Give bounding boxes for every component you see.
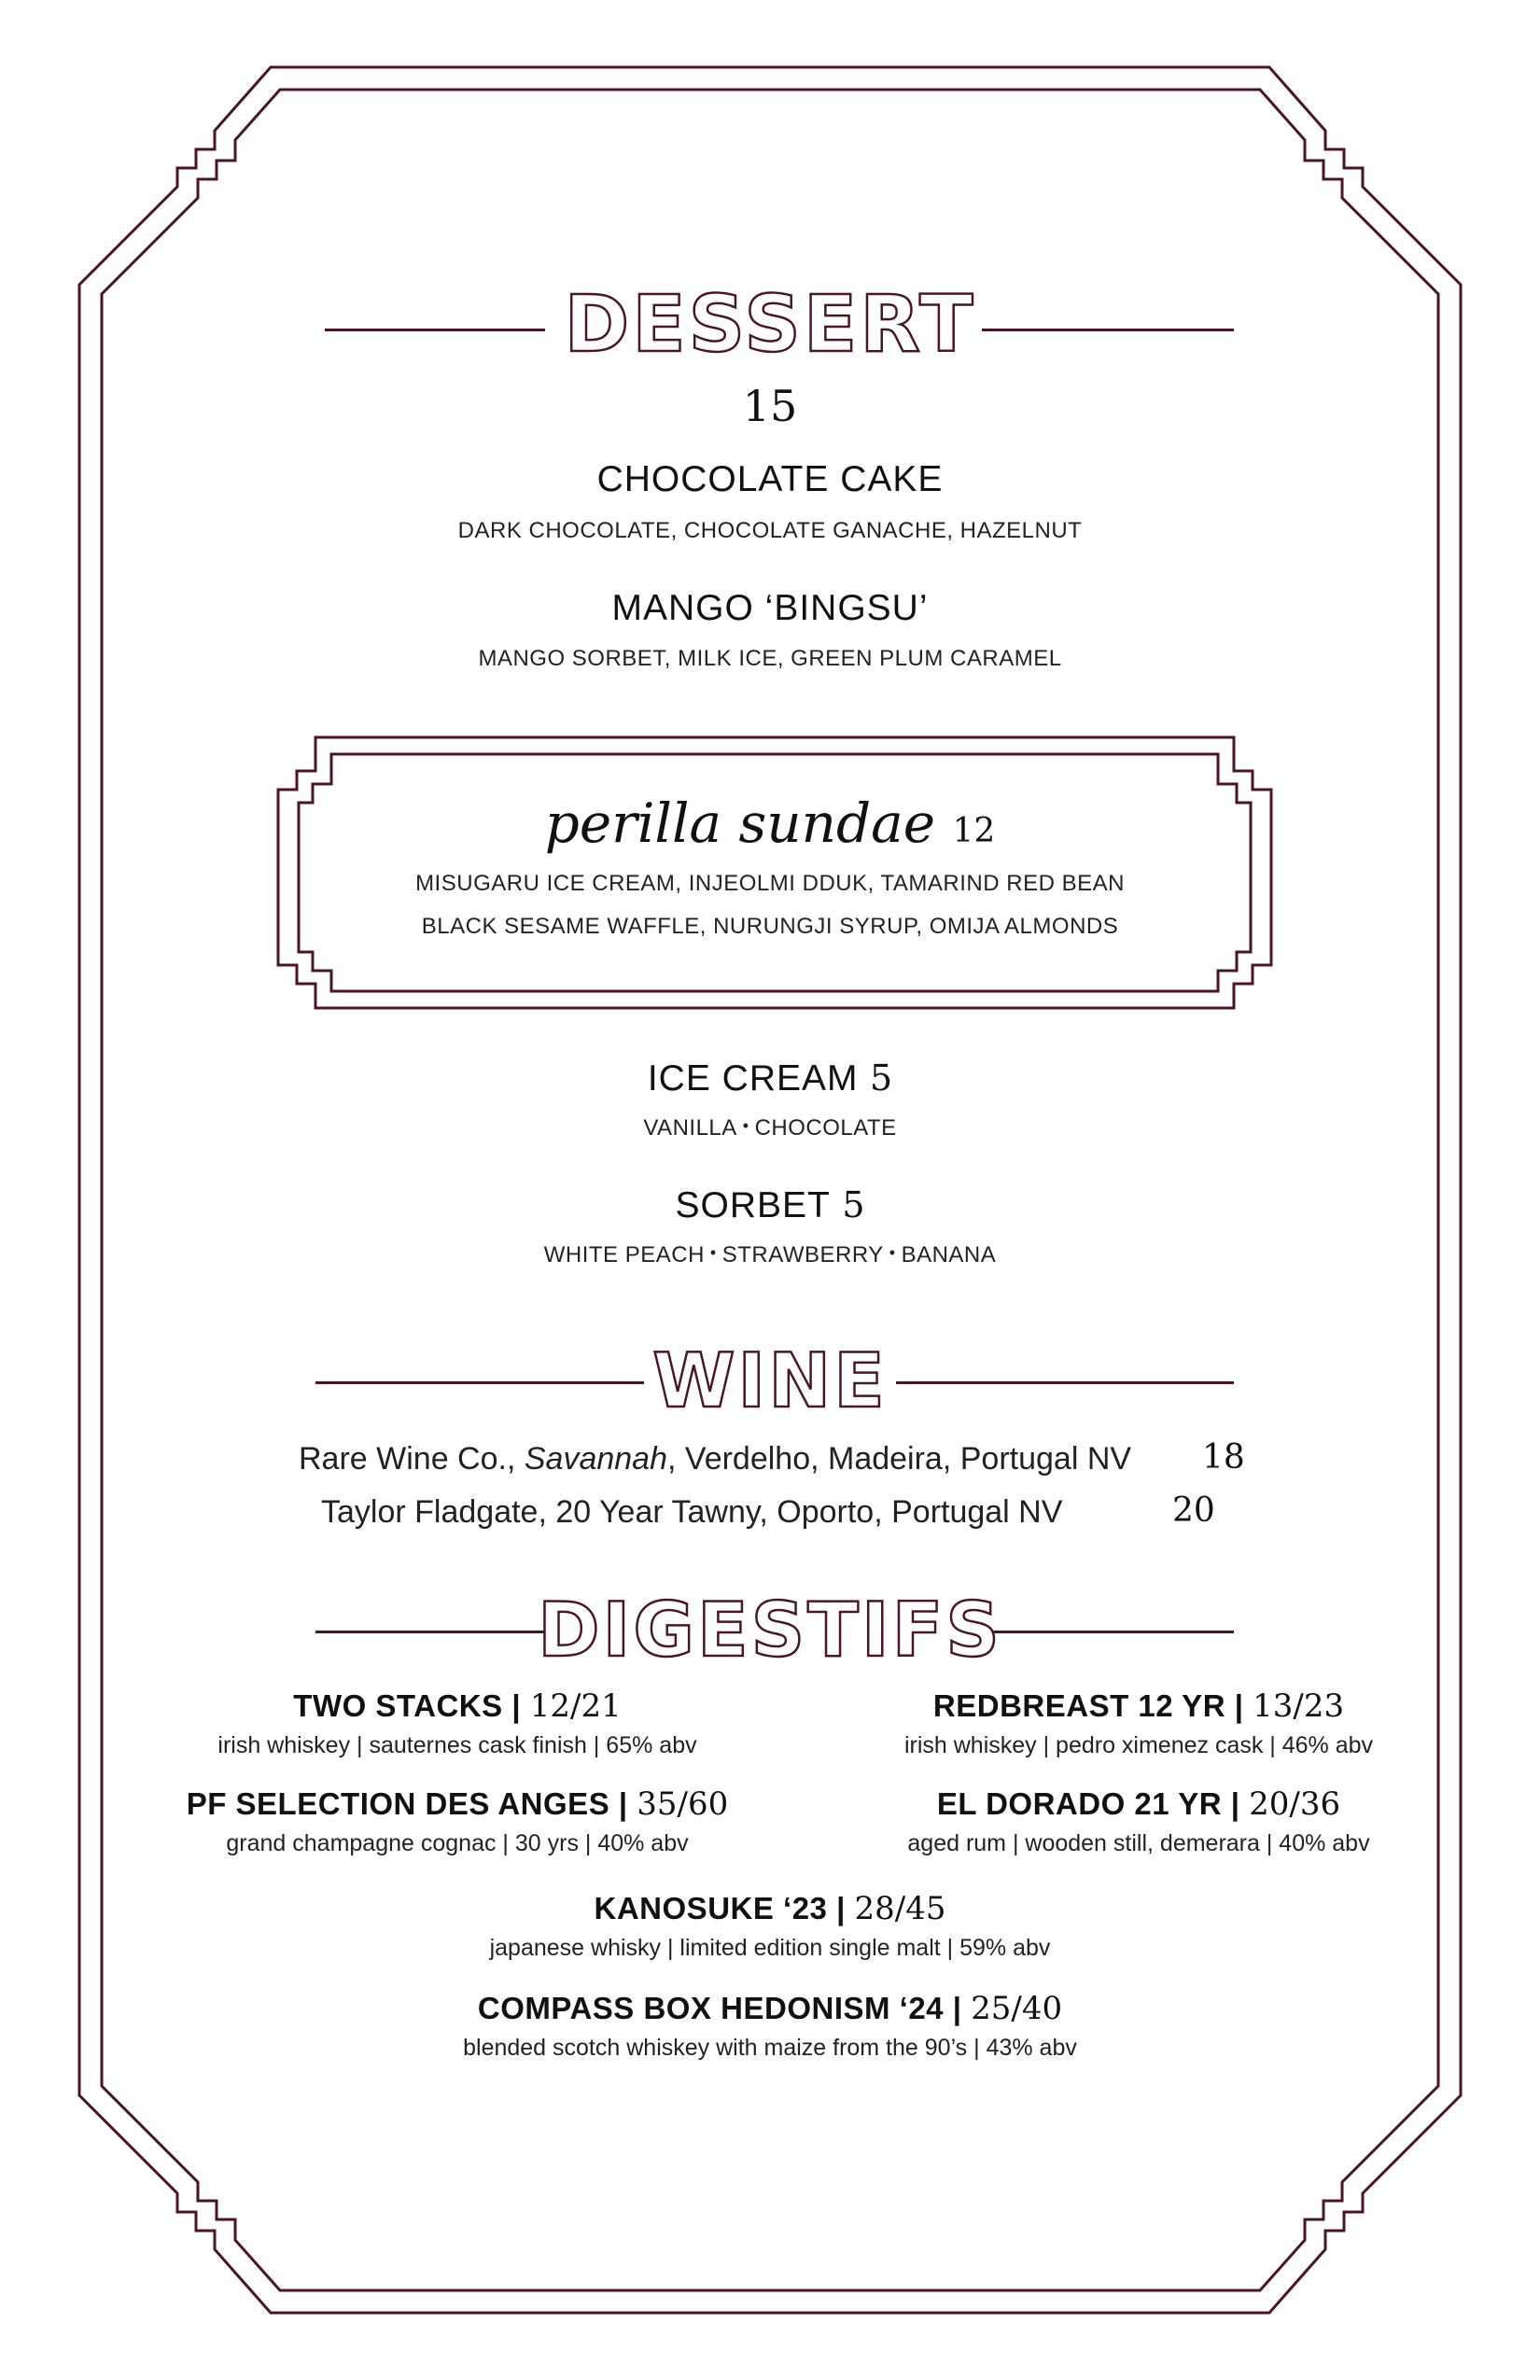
digestif-price: 13/23 bbox=[1253, 1687, 1345, 1725]
ice-cream-flavors bbox=[0, 1115, 1540, 1141]
separator: | bbox=[1225, 1688, 1253, 1723]
ice-cream-name: ICE CREAM bbox=[647, 1058, 859, 1099]
separator: | bbox=[827, 1891, 855, 1925]
flavor-vanilla: VANILLA bbox=[643, 1115, 737, 1141]
dessert-price: 15 bbox=[742, 381, 798, 431]
digestif-desc: blended scotch whiskey with maize from the 90’s | 43% abv bbox=[463, 2035, 1077, 2061]
separator: | bbox=[502, 1688, 530, 1723]
sorbet-flavors bbox=[0, 1242, 1540, 1268]
digestif-pf-selection bbox=[93, 1785, 821, 1857]
sorbet-name: SORBET bbox=[675, 1185, 831, 1225]
mango-bingsu-desc: MANGO SORBET, MILK ICE, GREEN PLUM CARAMEL bbox=[478, 646, 1062, 671]
feature-desc-line-2: BLACK SESAME WAFFLE, NURUNGJI SYRUP, OMIJA ALMONDS bbox=[421, 914, 1119, 939]
digestif-name: KANOSUKE ‘23 bbox=[594, 1891, 828, 1925]
digestif-desc: aged rum | wooden still, demerara | 40% abv bbox=[907, 1830, 1370, 1856]
feature-name: perilla sundae bbox=[544, 791, 936, 855]
digestif-desc: irish whiskey | sauternes cask finish | 65% abv bbox=[217, 1732, 697, 1758]
wine-title: WINE bbox=[652, 1337, 888, 1424]
bullet: • bbox=[889, 1243, 896, 1262]
feature-price: 12 bbox=[952, 812, 996, 850]
digestifs-title: DIGESTIFS bbox=[538, 1587, 1002, 1673]
flavor-chocolate: CHOCOLATE bbox=[754, 1115, 897, 1141]
sorbet-row bbox=[0, 1184, 1540, 1226]
separator: | bbox=[609, 1786, 637, 1821]
mango-bingsu-name: MANGO ‘BINGSU’ bbox=[611, 588, 929, 628]
digestif-name: TWO STACKS bbox=[293, 1688, 503, 1723]
ice-cream-row bbox=[0, 1057, 1540, 1099]
separator: | bbox=[944, 1991, 972, 2025]
chocolate-cake-name: CHOCOLATE CAKE bbox=[596, 459, 944, 499]
digestif-name: EL DORADO 21 YR bbox=[936, 1786, 1223, 1821]
digestif-desc: grand champagne cognac | 30 yrs | 40% abv bbox=[226, 1830, 689, 1856]
wine-item-1 bbox=[299, 1441, 1131, 1477]
flavor-strawberry: STRAWBERRY bbox=[721, 1242, 884, 1267]
feature-title-row bbox=[0, 791, 1540, 855]
digestif-desc: japanese whisky | limited edition single malt | 59% abv bbox=[489, 1935, 1051, 1961]
wine-item-1-price: 18 bbox=[1202, 1438, 1245, 1477]
digestif-name: COMPASS BOX HEDONISM ‘24 bbox=[477, 1991, 945, 2025]
wine-item-2-price: 20 bbox=[1172, 1491, 1215, 1530]
feature-desc-line-1: MISUGARU ICE CREAM, INJEOLMI DDUK, TAMARIND RED BEAN bbox=[415, 871, 1125, 896]
digestif-kanosuke bbox=[0, 1890, 1540, 1962]
chocolate-cake-desc: DARK CHOCOLATE, CHOCOLATE GANACHE, HAZELNUT bbox=[457, 518, 1083, 543]
wine-item-1-producer: Rare Wine Co., bbox=[299, 1441, 525, 1477]
digestif-two-stacks bbox=[93, 1687, 821, 1759]
digestif-name: REDBREAST 12 YR bbox=[932, 1688, 1226, 1723]
digestif-price: 28/45 bbox=[854, 1890, 946, 1927]
wine-item-2-details: Taylor Fladgate, 20 Year Tawny, Oporto, Portugal NV bbox=[321, 1494, 1063, 1530]
digestif-name: PF SELECTION DES ANGES bbox=[186, 1786, 610, 1821]
wine-item-1-details: , Verdelho, Madeira, Portugal NV bbox=[667, 1441, 1132, 1477]
digestif-el-dorado bbox=[775, 1785, 1503, 1857]
bullet: • bbox=[709, 1243, 717, 1262]
digestif-price: 20/36 bbox=[1249, 1785, 1341, 1823]
digestif-compass-box bbox=[0, 1990, 1540, 2062]
digestif-desc: irish whiskey | pedro ximenez cask | 46% abv bbox=[903, 1732, 1374, 1758]
sorbet-price: 5 bbox=[842, 1184, 865, 1225]
flavor-white-peach: WHITE PEACH bbox=[543, 1242, 705, 1267]
dessert-title: DESSERT bbox=[564, 278, 976, 370]
digestif-price: 35/60 bbox=[637, 1785, 729, 1823]
flavor-banana: BANANA bbox=[901, 1242, 997, 1267]
digestif-redbreast bbox=[775, 1687, 1503, 1759]
wine-item-2 bbox=[321, 1494, 1062, 1531]
digestif-price: 12/21 bbox=[529, 1687, 622, 1725]
bullet: • bbox=[742, 1116, 749, 1135]
digestif-price: 25/40 bbox=[971, 1990, 1063, 2027]
ice-cream-price: 5 bbox=[869, 1057, 893, 1099]
separator: | bbox=[1222, 1786, 1250, 1821]
wine-item-1-cuvee: Savannah bbox=[524, 1441, 667, 1477]
